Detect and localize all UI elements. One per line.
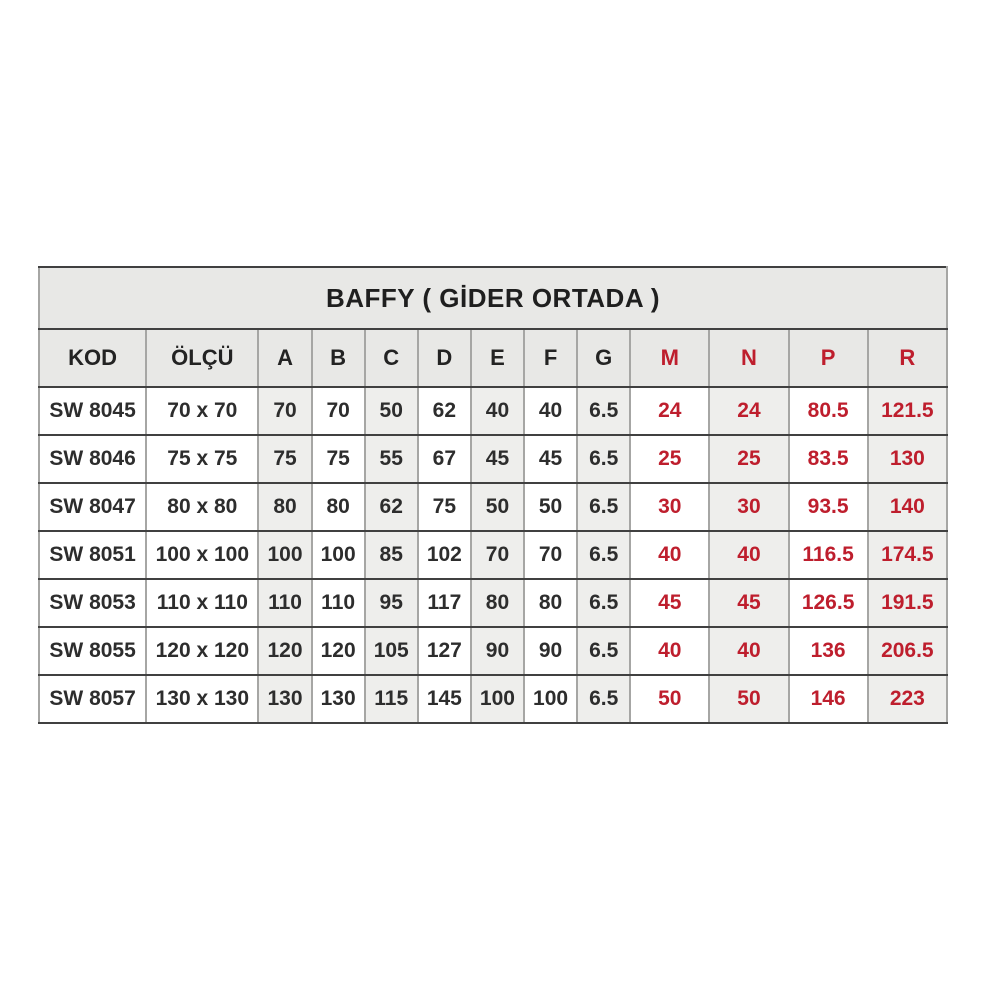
table-cell: 24 bbox=[709, 387, 788, 435]
table-cell: 40 bbox=[471, 387, 524, 435]
table-cell: 50 bbox=[471, 483, 524, 531]
table-cell: 110 bbox=[258, 579, 311, 627]
col-header-r: R bbox=[868, 329, 947, 387]
col-header-p: P bbox=[789, 329, 868, 387]
cell-kod: SW 8046 bbox=[39, 435, 146, 483]
table-cell: 90 bbox=[471, 627, 524, 675]
table-cell: 117 bbox=[418, 579, 471, 627]
table-cell: 145 bbox=[418, 675, 471, 723]
table-cell: 6.5 bbox=[577, 531, 630, 579]
table-cell: 75 bbox=[258, 435, 311, 483]
table-cell: 62 bbox=[418, 387, 471, 435]
table-cell: 30 bbox=[630, 483, 709, 531]
table-cell: 140 bbox=[868, 483, 947, 531]
col-header-b: B bbox=[312, 329, 365, 387]
table-cell: 80 bbox=[524, 579, 577, 627]
table-cell: 6.5 bbox=[577, 387, 630, 435]
table-cell: 45 bbox=[471, 435, 524, 483]
table-cell: 85 bbox=[365, 531, 418, 579]
table-cell: 6.5 bbox=[577, 627, 630, 675]
col-header-g: G bbox=[577, 329, 630, 387]
table-cell: 80 bbox=[471, 579, 524, 627]
cell-kod: SW 8051 bbox=[39, 531, 146, 579]
table-cell: 50 bbox=[524, 483, 577, 531]
table-cell: 50 bbox=[709, 675, 788, 723]
table-cell: 70 bbox=[524, 531, 577, 579]
table-cell: 100 bbox=[471, 675, 524, 723]
table-cell: 70 bbox=[471, 531, 524, 579]
table-cell: 40 bbox=[630, 531, 709, 579]
table-cell: 100 bbox=[524, 675, 577, 723]
table-cell: 80 bbox=[258, 483, 311, 531]
table-cell: 105 bbox=[365, 627, 418, 675]
table-cell: 115 bbox=[365, 675, 418, 723]
table-cell: 127 bbox=[418, 627, 471, 675]
table-cell: 126.5 bbox=[789, 579, 868, 627]
table-cell: 120 bbox=[258, 627, 311, 675]
table-cell: 24 bbox=[630, 387, 709, 435]
table-cell: 6.5 bbox=[577, 675, 630, 723]
column-header-row bbox=[39, 329, 947, 387]
col-header-olcu: ÖLÇÜ bbox=[146, 329, 258, 387]
table-cell: 120 bbox=[312, 627, 365, 675]
col-header-kod: KOD bbox=[39, 329, 146, 387]
table-cell: 6.5 bbox=[577, 579, 630, 627]
table-cell: 100 bbox=[312, 531, 365, 579]
table-cell: 45 bbox=[524, 435, 577, 483]
table-cell: 110 bbox=[312, 579, 365, 627]
table-cell: 100 bbox=[258, 531, 311, 579]
col-header-m: M bbox=[630, 329, 709, 387]
table-row bbox=[39, 627, 947, 675]
col-header-c: C bbox=[365, 329, 418, 387]
table-cell: 67 bbox=[418, 435, 471, 483]
table-row bbox=[39, 387, 947, 435]
cell-olcu: 75 x 75 bbox=[146, 435, 258, 483]
table-cell: 30 bbox=[709, 483, 788, 531]
table-cell: 95 bbox=[365, 579, 418, 627]
table-cell: 174.5 bbox=[868, 531, 947, 579]
table-cell: 130 bbox=[258, 675, 311, 723]
table-cell: 62 bbox=[365, 483, 418, 531]
cell-kod: SW 8047 bbox=[39, 483, 146, 531]
table-cell: 25 bbox=[709, 435, 788, 483]
table-title: BAFFY ( GİDER ORTADA ) bbox=[39, 267, 947, 329]
table-cell: 80.5 bbox=[789, 387, 868, 435]
table-cell: 75 bbox=[312, 435, 365, 483]
table-cell: 50 bbox=[630, 675, 709, 723]
table-cell: 121.5 bbox=[868, 387, 947, 435]
cell-olcu: 130 x 130 bbox=[146, 675, 258, 723]
table-cell: 40 bbox=[630, 627, 709, 675]
table-cell: 50 bbox=[365, 387, 418, 435]
table-row bbox=[39, 531, 947, 579]
table-cell: 191.5 bbox=[868, 579, 947, 627]
table-cell: 116.5 bbox=[789, 531, 868, 579]
table-cell: 70 bbox=[312, 387, 365, 435]
table-cell: 90 bbox=[524, 627, 577, 675]
cell-kod: SW 8057 bbox=[39, 675, 146, 723]
dimension-table bbox=[38, 266, 948, 724]
cell-kod: SW 8045 bbox=[39, 387, 146, 435]
col-header-n: N bbox=[709, 329, 788, 387]
table-cell: 130 bbox=[312, 675, 365, 723]
table-cell: 83.5 bbox=[789, 435, 868, 483]
table-cell: 136 bbox=[789, 627, 868, 675]
table-cell: 6.5 bbox=[577, 435, 630, 483]
table-row bbox=[39, 675, 947, 723]
table-cell: 45 bbox=[630, 579, 709, 627]
table-cell: 40 bbox=[709, 531, 788, 579]
cell-olcu: 80 x 80 bbox=[146, 483, 258, 531]
table-row bbox=[39, 435, 947, 483]
table-cell: 102 bbox=[418, 531, 471, 579]
table-cell: 45 bbox=[709, 579, 788, 627]
title-row bbox=[39, 267, 947, 329]
dimension-table-wrap bbox=[38, 266, 948, 724]
table-cell: 40 bbox=[524, 387, 577, 435]
table-cell: 206.5 bbox=[868, 627, 947, 675]
cell-kod: SW 8053 bbox=[39, 579, 146, 627]
table-cell: 75 bbox=[418, 483, 471, 531]
cell-olcu: 70 x 70 bbox=[146, 387, 258, 435]
cell-olcu: 110 x 110 bbox=[146, 579, 258, 627]
table-cell: 80 bbox=[312, 483, 365, 531]
table-cell: 93.5 bbox=[789, 483, 868, 531]
col-header-d: D bbox=[418, 329, 471, 387]
cell-olcu: 100 x 100 bbox=[146, 531, 258, 579]
table-cell: 146 bbox=[789, 675, 868, 723]
table-cell: 130 bbox=[868, 435, 947, 483]
table-row bbox=[39, 483, 947, 531]
col-header-f: F bbox=[524, 329, 577, 387]
cell-kod: SW 8055 bbox=[39, 627, 146, 675]
table-cell: 223 bbox=[868, 675, 947, 723]
table-cell: 25 bbox=[630, 435, 709, 483]
col-header-a: A bbox=[258, 329, 311, 387]
table-cell: 55 bbox=[365, 435, 418, 483]
col-header-e: E bbox=[471, 329, 524, 387]
table-cell: 70 bbox=[258, 387, 311, 435]
table-cell: 40 bbox=[709, 627, 788, 675]
cell-olcu: 120 x 120 bbox=[146, 627, 258, 675]
table-cell: 6.5 bbox=[577, 483, 630, 531]
table-row bbox=[39, 579, 947, 627]
